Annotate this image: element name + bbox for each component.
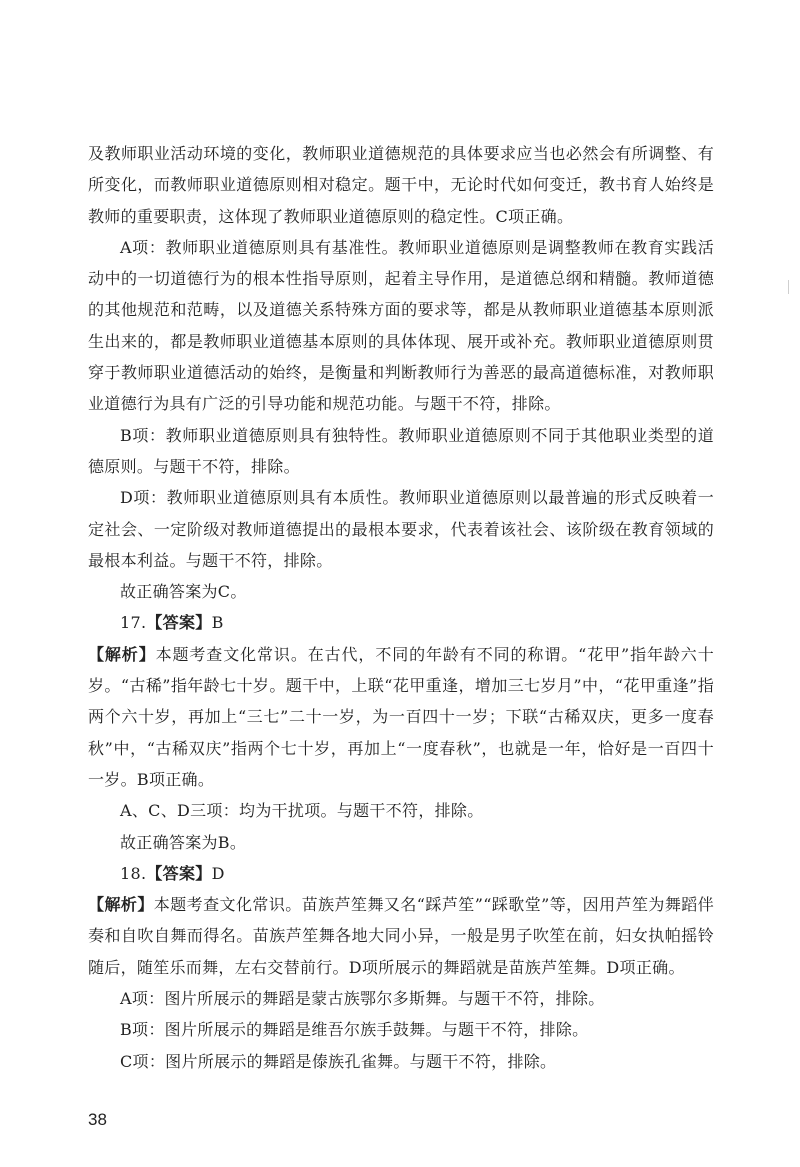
question-17-analysis-text: 本题考查文化常识。在古代，不同的年龄有不同的称谓。“花甲”指年龄六十岁。“古稀”指年龄七十岁。题干中，上联“花甲重逢，增加三七岁月”中，“花甲重逢”指两个六十岁，再加上“三七”二十一岁，为一百四十一岁；下联“古稀双庆，更多一度春秋”中，“古稀双庆”指两个七十岁，再加上“一度春秋”，也就是一年，恰好是一百四十一岁。B项正确。: [88, 644, 714, 789]
question-17-analysis: [88, 639, 714, 795]
question-18-option-a: A项：图片所展示的舞蹈是蒙古族鄂尔多斯舞。与题干不符，排除。: [120, 989, 605, 1009]
question-17-answer-tag: 【答案】: [146, 613, 212, 633]
paragraph-option-d-16: D项：教师职业道德原则具有本质性。教师职业道德原则以最普遍的形式反映着一定社会、一定阶级对教师道德提出的最根本要求，代表着该社会、该阶级在教育领域的最根本利益。与题干不符，排除。: [88, 488, 714, 570]
paragraph-stability-conclusion: 及教师职业活动环境的变化，教师职业道德规范的具体要求应当也必然会有所调整、有所变化，而教师职业道德原则相对稳定。题干中，无论时代如何变迁，教书育人始终是教师的重要职责，这体现了教师职业道德原则的稳定性。C项正确。: [88, 144, 714, 226]
page-number: 38: [88, 1110, 107, 1129]
question-18-analysis-text: 本题考查文化常识。苗族芦笙舞又名“踩芦笙”“踩歌堂”等，因用芦笙为舞蹈伴奏和自吹自舞而得名。苗族芦笙舞各地大同小异，一般是男子吹笙在前，妇女执帕摇铃随后，随笙乐而舞，左右交替前行。D项所展示的舞蹈就是苗族芦笙舞。D项正确。: [88, 895, 714, 977]
paragraph-option-b-16: B项：教师职业道德原则具有独特性。教师职业道德原则不同于其他职业类型的道德原则。与题干不符，排除。: [88, 425, 714, 476]
question-17-number: 17.: [120, 613, 147, 633]
question-17-answer: B: [211, 613, 224, 633]
paragraph-option-a-16: A项：教师职业道德原则具有基准性。教师职业道德原则是调整教师在教育实践活动中的一切道德行为的根本性指导原则，起着主导作用，是道德总纲和精髓。教师道德的其他规范和范畴，以及道德关系特殊方面的要求等，都是从教师职业道德基本原则派生出来的，都是教师职业道德基本原则的具体体现、展开或补充。教师职业道德原则贯穿于教师职业道德活动的始终，是衡量和判断教师行为善恶的最高道德标准，对教师职业道德行为具有广泛的引导功能和规范功能。与题干不符，排除。: [88, 237, 714, 414]
question-18-option-b: B项：图片所展示的舞蹈是维吾尔族手鼓舞。与题干不符，排除。: [120, 1020, 589, 1040]
question-18-answer-tag: 【答案】: [146, 863, 212, 883]
page-body: [88, 138, 714, 1077]
answer-conclusion-16: 故正确答案为C。: [120, 582, 247, 602]
question-17-analysis-tag: 【解析】: [88, 644, 156, 664]
question-18-number: 18.: [120, 863, 147, 883]
question-18-answer-line: [88, 858, 714, 889]
question-18-answer: D: [211, 863, 225, 883]
question-18-analysis-tag: 【解析】: [88, 895, 154, 915]
question-17-other-options: A、C、D三项：均为干扰项。与题干不符，排除。: [120, 801, 484, 821]
answer-conclusion-17: 故正确答案为B。: [120, 832, 247, 852]
question-18-analysis: [88, 889, 714, 983]
question-18-option-c: C项：图片所展示的舞蹈是傣族孔雀舞。与题干不符，排除。: [120, 1051, 557, 1071]
question-17-answer-line: [88, 607, 714, 638]
scan-edge-mark: [788, 280, 789, 294]
